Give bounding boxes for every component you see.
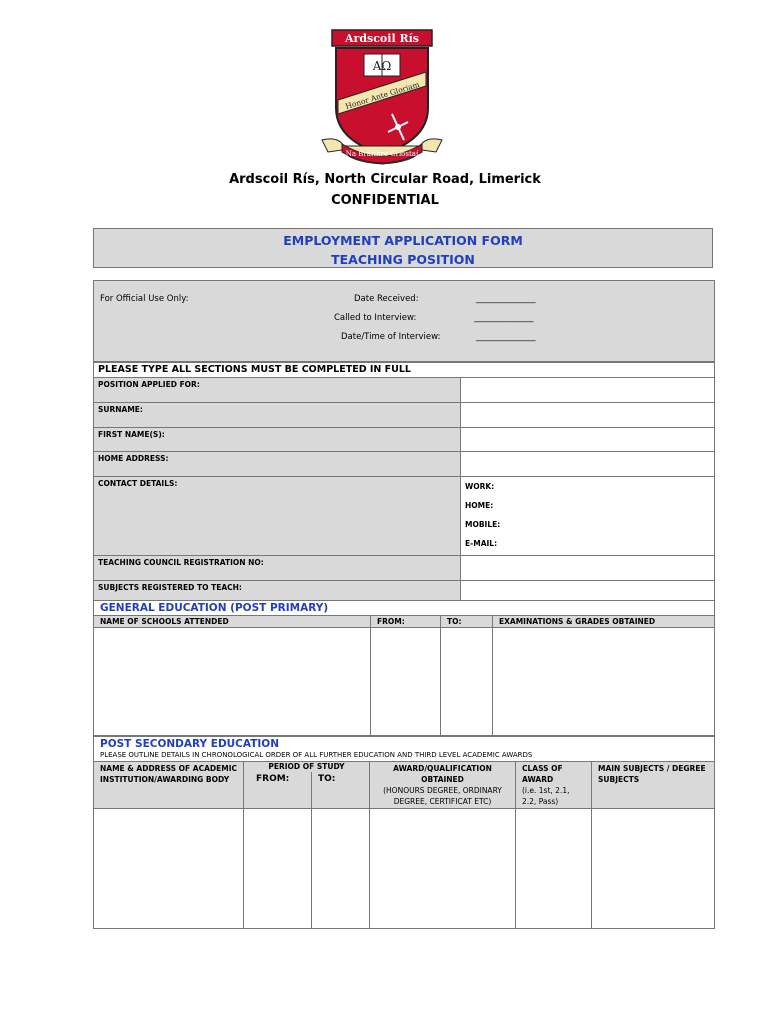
contact-details-field[interactable] (461, 477, 715, 556)
award-qualification-field[interactable] (370, 808, 516, 928)
col-period-from: FROM: (244, 772, 312, 808)
form-subtitle: TEACHING POSITION (331, 252, 475, 267)
home-address-field[interactable] (461, 452, 715, 477)
surname-field[interactable] (461, 403, 715, 428)
crest-banner-top: Ardscoil Rís (345, 32, 419, 45)
called-to-interview-blank[interactable]: ______________ (474, 313, 534, 323)
school-address: Ardscoil Rís, North Circular Road, Limerick (229, 172, 541, 187)
period-from-field[interactable] (244, 808, 312, 928)
personal-details-table (93, 362, 715, 606)
main-subjects-field[interactable] (592, 808, 715, 928)
award-qualification-title: AWARD/QUALIFICATION OBTAINED (393, 763, 492, 784)
exams-grades-field[interactable] (493, 628, 715, 736)
date-received-label: Date Received: (354, 294, 419, 304)
crest-motto: Honor Ante Gloriam (344, 79, 421, 111)
schools-attended-field[interactable] (94, 628, 371, 736)
col-from: FROM: (371, 616, 441, 628)
col-exams-grades: EXAMINATIONS & GRADES OBTAINED (493, 616, 715, 628)
official-use-box (93, 280, 715, 362)
email-label: E-MAIL: (465, 539, 498, 548)
official-use-label: For Official Use Only: (100, 294, 189, 304)
teaching-council-label: TEACHING COUNCIL REGISTRATION NO: (94, 556, 461, 581)
teaching-council-field[interactable] (461, 556, 715, 581)
interview-datetime-label: Date/Time of Interview: (341, 332, 441, 342)
col-schools-attended: NAME OF SCHOOLS ATTENDED (94, 616, 371, 628)
school-to-field[interactable] (441, 628, 493, 736)
class-of-award-note: (i.e. 1st, 2.1, 2.2, Pass) (522, 785, 570, 806)
general-education-table (93, 600, 715, 736)
confidential-label: CONFIDENTIAL (331, 193, 439, 208)
contact-details-label: CONTACT DETAILS: (94, 477, 461, 556)
post-secondary-table (93, 736, 715, 929)
first-names-label: FIRST NAME(S): (94, 428, 461, 452)
first-names-field[interactable] (461, 428, 715, 452)
called-to-interview-label: Called to Interview: (334, 313, 417, 323)
col-period-to: TO: (312, 772, 370, 808)
school-from-field[interactable] (371, 628, 441, 736)
class-of-award-field[interactable] (516, 808, 592, 928)
institution-field[interactable] (94, 808, 244, 928)
date-received-blank[interactable]: ______________ (476, 294, 536, 304)
crest-banner-bottom: Na Bráithre Críostaí (345, 150, 419, 158)
period-to-field[interactable] (312, 808, 370, 928)
home-label: HOME: (465, 501, 494, 510)
school-crest (318, 28, 446, 168)
subjects-label: SUBJECTS REGISTERED TO TEACH: (94, 581, 461, 606)
post-secondary-note: PLEASE OUTLINE DETAILS IN CHRONOLOGICAL ORDER OF ALL FURTHER EDUCATION AND THIRD LEVEL ACADEMIC AWARDS (94, 751, 715, 761)
surname-label: SURNAME: (94, 403, 461, 428)
crest-book-text: ΑΩ (372, 59, 392, 73)
interview-datetime-blank[interactable]: ______________ (476, 332, 536, 342)
col-main-subjects: MAIN SUBJECTS / DEGREE SUBJECTS (592, 761, 715, 808)
col-class-of-award (516, 761, 592, 808)
home-address-label: HOME ADDRESS: (94, 452, 461, 477)
post-secondary-heading: POST SECONDARY EDUCATION (94, 737, 715, 752)
col-institution: NAME & ADDRESS OF ACADEMIC INSTITUTION/AWARDING BODY (94, 761, 244, 808)
col-to: TO: (441, 616, 493, 628)
mobile-label: MOBILE: (465, 520, 501, 529)
col-period-of-study: PERIOD OF STUDY (244, 761, 370, 772)
form-title-box (93, 228, 713, 268)
instruction-text: PLEASE TYPE ALL SECTIONS MUST BE COMPLETED IN FULL (94, 363, 715, 378)
position-field[interactable] (461, 378, 715, 403)
col-award-qualification (370, 761, 516, 808)
work-label: WORK: (465, 482, 495, 491)
award-qualification-note: (HONOURS DEGREE, ORDINARY DEGREE, CERTIFICAT ETC) (383, 785, 502, 806)
form-title: EMPLOYMENT APPLICATION FORM (283, 233, 523, 248)
class-of-award-title: CLASS OF AWARD (522, 763, 563, 784)
general-education-heading: GENERAL EDUCATION (POST PRIMARY) (94, 601, 715, 616)
position-label: POSITION APPLIED FOR: (94, 378, 461, 403)
